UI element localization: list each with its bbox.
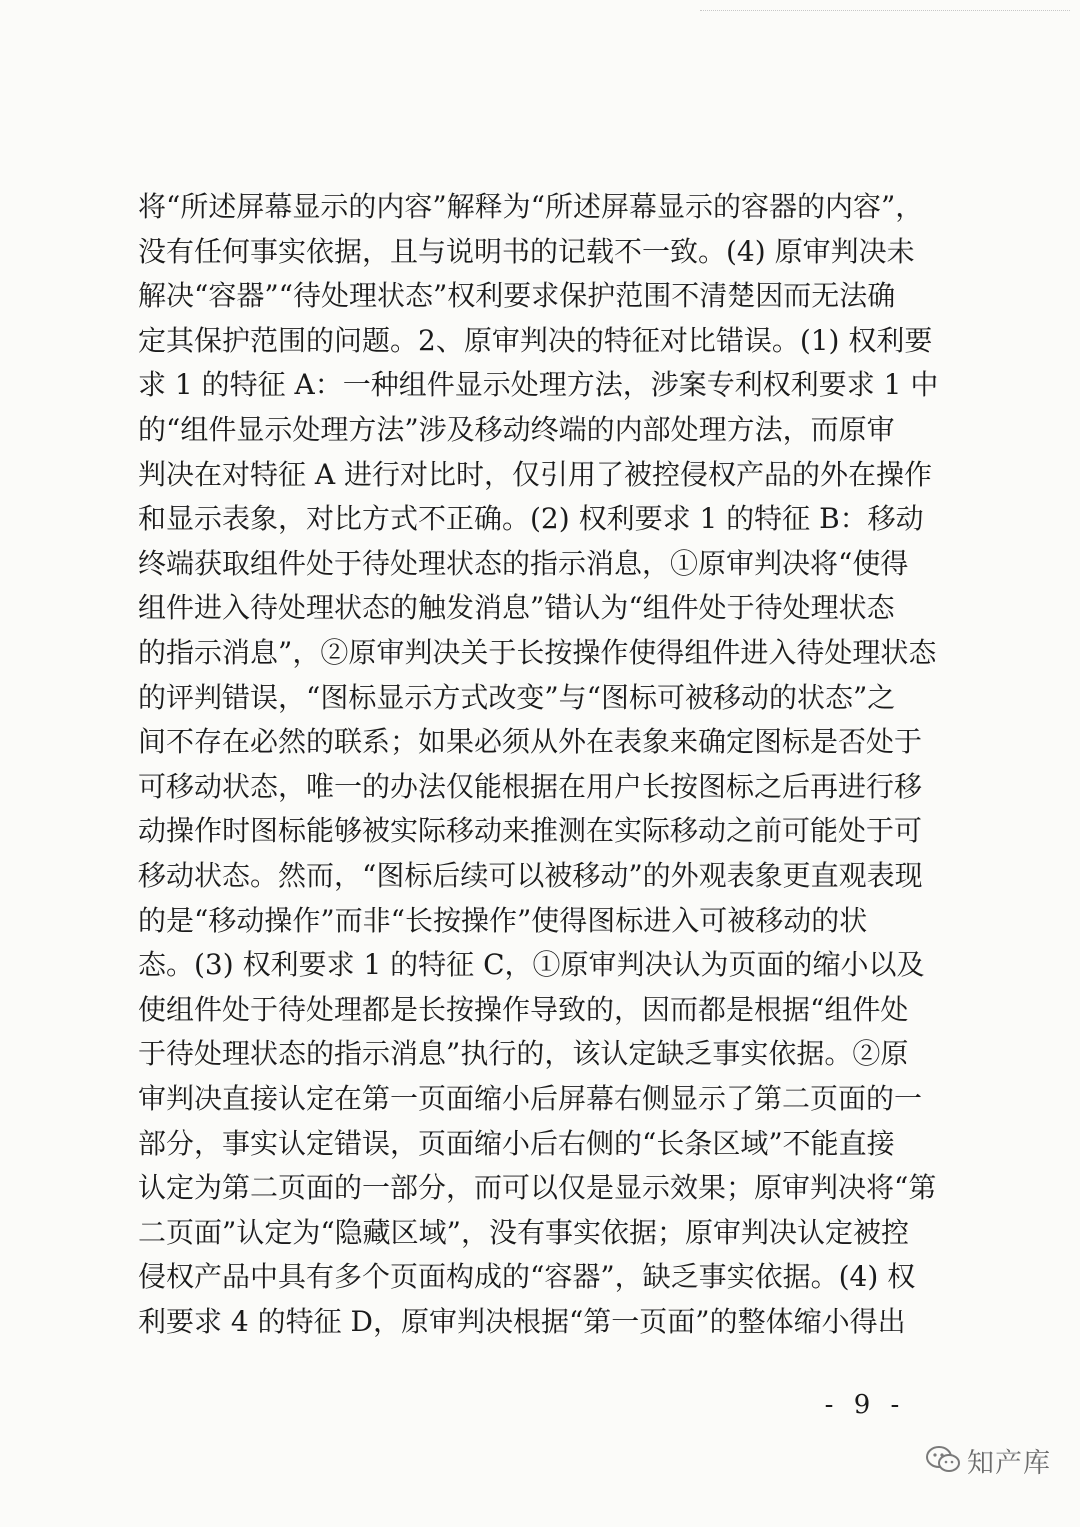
text-line: 和显示表象，对比方式不正确。(2) 权利要求 1 的特征 B：移动 [138,502,924,536]
text-line: 的指示消息”，②原审判决关于长按操作使得组件进入待处理状态 [138,636,937,669]
page-number: - 9 - [824,1390,906,1420]
text-line: 二页面”认定为“隐藏区域”，没有事实依据；原审判决认定被控 [138,1215,909,1249]
text-line: 认定为第二页面的一部分，而可以仅是显示效果；原审判决将“第 [138,1171,937,1205]
scan-edge-rule [700,10,1070,12]
text-line: 的评判错误，“图标显示方式改变”与“图标可被移动的状态”之 [138,680,896,714]
text-line: 判决在对特征 A 进行对比时，仅引用了被控侵权产品的外在操作 [138,457,933,491]
wechat-icon [925,1445,961,1475]
text-line: 将“所述屏幕显示的内容”解释为“所述屏幕显示的容器的内容”， [138,190,924,223]
text-line: 定其保护范围的问题。2、原审判决的特征对比错误。(1) 权利要 [138,323,933,357]
text-line: 动操作时图标能够被实际移动来推测在实际移动之前可能处于可 [138,814,923,848]
text-line: 组件进入待处理状态的触发消息”错认为“组件处于待处理状态 [138,591,895,625]
text-line: 的“组件显示处理方法”涉及移动终端的内部处理方法，而原审 [138,413,895,446]
watermark-text: 知产库 [967,1447,1051,1479]
text-line: 部分，事实认定错误，页面缩小后右侧的“长条区域”不能直接 [138,1126,895,1160]
text-line: 求 1 的特征 A：一种组件显示处理方法，涉案专利权利要求 1 中 [138,368,939,402]
text-line: 终端获取组件处于待处理状态的指示消息，①原审判决将“使得 [138,546,909,580]
text-line: 移动状态。然而，“图标后续可以被移动”的外观表象更直观表现 [138,859,923,892]
watermark [925,1438,1065,1482]
text-line: 使组件处于待处理都是长按操作导致的，因而都是根据“组件处 [138,992,909,1026]
text-line: 态。(3) 权利要求 1 的特征 C，①原审判决认为页面的缩小以及 [138,948,925,982]
text-line: 利要求 4 的特征 D，原审判决根据“第一页面”的整体缩小得出 [138,1305,906,1338]
text-line: 没有任何事实依据，且与说明书的记载不一致。(4) 原审判决未 [138,234,915,268]
text-line: 的是“移动操作”而非“长按操作”使得图标进入可被移动的状 [138,903,868,937]
text-line: 可移动状态，唯一的办法仅能根据在用户长按图标之后再进行移 [138,769,923,803]
text-line: 解决“容器”“待处理状态”权利要求保护范围不清楚因而无法确 [138,279,896,313]
text-line: 于待处理状态的指示消息”执行的，该认定缺乏事实依据。②原 [138,1037,909,1071]
text-line: 审判决直接认定在第一页面缩小后屏幕右侧显示了第二页面的一 [138,1082,923,1115]
text-line: 间不存在必然的联系；如果必须从外在表象来确定图标是否处于 [138,725,923,759]
text-line: 侵权产品中具有多个页面构成的“容器”，缺乏事实依据。(4) 权 [138,1260,916,1294]
